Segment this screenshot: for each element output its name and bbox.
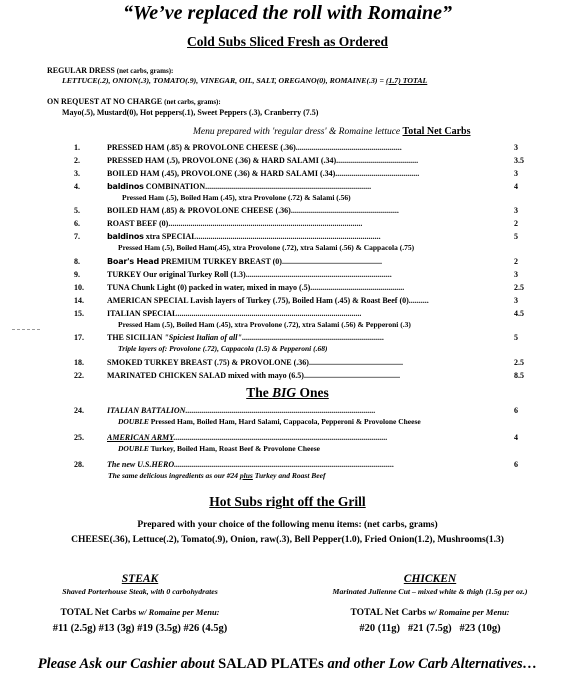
regular-dress-label: REGULAR DRESS <box>47 66 115 75</box>
menu-item-name: THE SICILIAN "Spiciest Italian of all"....................................................................... <box>107 333 384 342</box>
menu-item-carbs: 2 <box>514 257 518 266</box>
menu-item-carbs: 8.5 <box>514 371 524 380</box>
menu-item-carbs: 2.5 <box>514 283 524 292</box>
on-request-label: ON REQUEST AT NO CHARGE <box>47 97 163 106</box>
menu-item-name: MARINATED CHICKEN SALAD mixed with mayo (6.5)................................................ <box>107 371 400 380</box>
menu-item-number: 24. <box>74 406 84 415</box>
menu-item-carbs: 3 <box>514 169 518 178</box>
menu-item-number: 7. <box>74 232 80 241</box>
on-request-items: Mayo(.5), Mustard(0), Hot peppers(.1), Sweet Peppers (.3), Cranberry (7.5) <box>62 108 319 117</box>
menu-item-carbs: 3 <box>514 143 518 152</box>
menu-item-carbs: 4 <box>514 433 518 442</box>
steak-title: STEAK <box>121 573 159 585</box>
menu-item-name: ROAST BEEF (0)................................................................................................. <box>107 219 363 228</box>
menu-item-number: 2. <box>74 156 80 165</box>
menu-item-3 <box>74 168 524 179</box>
menu-item-6 <box>74 218 524 229</box>
regular-dress-label-line <box>47 66 173 75</box>
menu-note <box>193 126 470 137</box>
boars-head-logo: Boar's Head <box>107 257 159 266</box>
menu-item-1 <box>74 142 524 153</box>
menu-item-9 <box>74 269 524 280</box>
menu-item-carbs: 3 <box>514 270 518 279</box>
menu-item-carbs: 5 <box>514 333 518 342</box>
menu-item-number: 25. <box>74 433 84 442</box>
menu-item-28 <box>74 459 524 470</box>
menu-item-8 <box>74 256 524 267</box>
menu-item-number: 6. <box>74 219 80 228</box>
regular-dress-unit: (net carbs, grams): <box>116 67 174 75</box>
menu-item-28-detail: The same delicious ingredients as our #24 plus Turkey and Roast Beef <box>108 471 326 480</box>
total-net-carbs-header: Total Net Carbs <box>402 126 471 137</box>
regular-dress-items: LETTUCE(.2), ONION(.3), TOMATO(.9), VINEGAR, OIL, SALT, OREGANO(0), ROMAINE(.3) = <box>62 76 384 85</box>
menu-item-number: 10. <box>74 283 84 292</box>
chicken-total-note: w/ Romaine per Menu: <box>428 607 510 617</box>
chicken-total-line <box>310 607 550 618</box>
steak-desc: Shaved Porterhouse Steak, with 0 carbohydrates <box>62 587 218 596</box>
regular-dress-items-line <box>62 76 427 85</box>
menu-item-name: PRESSED HAM (.85) & PROVOLONE CHEESE (.36)..................................................... <box>107 143 402 152</box>
cold-subs-heading: Cold Subs Sliced Fresh as Ordered <box>187 34 388 49</box>
menu-item-carbs: 3 <box>514 206 518 215</box>
menu-item-number: 4. <box>74 182 80 191</box>
menu-item-10 <box>74 282 524 293</box>
menu-item-carbs: 3 <box>514 296 518 305</box>
menu-item-7 <box>74 231 524 242</box>
big-ones-heading: The BIG Ones <box>246 385 329 400</box>
menu-item-carbs: 6 <box>514 406 518 415</box>
menu-item-24 <box>74 405 524 416</box>
menu-item-name: SMOKED TURKEY BREAST (.75) & PROVOLONE (.36)............................................... <box>107 358 403 367</box>
menu-item-22 <box>74 370 524 381</box>
menu-item-number: 28. <box>74 460 84 469</box>
menu-item-carbs: 2 <box>514 219 518 228</box>
menu-item-name: The new U.S.HERO.............................................................................................................. <box>107 460 395 469</box>
menu-item-name: TURKEY Our original Turkey Roll (1.3)......................................................................... <box>107 270 392 279</box>
menu-item-5 <box>74 205 524 216</box>
steak-total-line <box>20 607 260 618</box>
menu-item-name: BOILED HAM (.85) & PROVOLONE CHEESE (.36)...................................................... <box>107 206 399 215</box>
menu-item-14 <box>74 295 524 306</box>
steak-values: #11 (2.5g) #13 (3g) #19 (3.5g) #26 (4.5g) <box>52 623 228 634</box>
on-request-unit: (net carbs, grams): <box>164 98 221 106</box>
menu-item-name: AMERICAN ARMY........................................................................................................... <box>107 433 388 442</box>
menu-item-7-detail: Pressed Ham (.5), Boiled Ham(.45), xtra Provolone (.72), xtra Salami (.56) & Cappacola (.75) <box>118 243 415 252</box>
menu-item-carbs: 6 <box>514 460 518 469</box>
footer-note: Please Ask our Cashier about SALAD PLATEs and other Low Carb Alternatives… <box>37 656 538 672</box>
menu-item-carbs: 4.5 <box>514 309 524 318</box>
menu-item-number: 9. <box>74 270 80 279</box>
menu-item-name: Boar's Head PREMIUM TURKEY BREAST (0).................................................. <box>107 257 382 266</box>
menu-item-number: 14. <box>74 296 84 305</box>
menu-item-number: 3. <box>74 169 80 178</box>
steak-total-label: TOTAL Net Carbs <box>60 608 137 618</box>
chicken-total-label: TOTAL Net Carbs <box>350 608 427 618</box>
chicken-values: #20 (11g) #21 (7.5g) #23 (10g) <box>359 623 501 634</box>
menu-item-number: 1. <box>74 143 80 152</box>
menu-item-name: ITALIAN BATTALION............................................................................................... <box>107 406 376 415</box>
menu-item-number: 15. <box>74 309 84 318</box>
menu-item-name: AMERICAN SPECIAL Lavish layers of Turkey (.75), Boiled Ham (.45) & Roast Beef (0).......... <box>107 296 429 305</box>
chicken-title: CHICKEN <box>403 573 457 585</box>
menu-item-17 <box>74 332 524 343</box>
hot-subs-intro: Prepared with your choice of the following menu items: (net carbs, grams) <box>137 520 438 530</box>
chicken-desc: Marinated Julienne Cut – mixed white & thigh (1.5g per oz.) <box>332 587 528 596</box>
menu-item-name: ITALIAN SPECIAL............................................................................................ <box>107 309 362 318</box>
menu-item-carbs: 2.5 <box>514 358 524 367</box>
menu-item-25-detail: DOUBLE Turkey, Boiled Ham, Roast Beef & Provolone Cheese <box>118 444 320 453</box>
page-title: “We’ve replaced the roll with Romaine” <box>122 2 453 24</box>
menu-item-15 <box>74 308 524 319</box>
menu-item-name: TUNA Chunk Light (0) packed in water, mixed in mayo (.5)............................................... <box>107 283 405 292</box>
menu-item-carbs: 3.5 <box>514 156 524 165</box>
menu-item-name: PRESSED HAM (.5), PROVOLONE (.36) & HARD SALAMI (.34)......................................... <box>107 156 419 165</box>
menu-item-2 <box>74 155 524 166</box>
menu-item-17-detail: Triple layers of: Provolone (.72), Cappacola (1.5) & Pepperoni (.68) <box>118 344 328 353</box>
menu-item-number: 17. <box>74 333 84 342</box>
menu-item-name: baldinos xtra SPECIAL............................................................................................ <box>107 232 381 241</box>
on-request-label-line <box>47 97 221 106</box>
menu-item-name: BOILED HAM (.45), PROVOLONE (.36) & HARD SALAMI (.34).......................................... <box>107 169 420 178</box>
menu-item-number: 5. <box>74 206 80 215</box>
menu-item-carbs: 5 <box>514 232 518 241</box>
menu-item-name: baldinos COMBINATION................................................................................... <box>107 182 372 191</box>
menu-item-4-detail: Pressed Ham (.5), Boiled Ham (.45), xtra Provolone (.72) & Salami (.56) <box>122 193 351 202</box>
menu-item-number: 18. <box>74 358 84 367</box>
menu-item-18 <box>74 357 524 368</box>
hot-subs-items: CHEESE(.36), Lettuce(.2), Tomato(.9), Onion, raw(.3), Bell Pepper(1.0), Fried Onion(1.2), Mushrooms(1.3) <box>71 535 504 545</box>
menu-item-4 <box>74 181 524 192</box>
margin-mark <box>12 329 40 330</box>
baldinos-logo: baldinos <box>107 232 144 241</box>
menu-item-24-detail: DOUBLE Pressed Ham, Boiled Ham, Hard Salami, Cappacola, Pepperoni & Provolone Cheese <box>118 417 421 426</box>
menu-item-25 <box>74 432 524 443</box>
hot-subs-heading: Hot Subs right off the Grill <box>209 494 366 509</box>
menu-item-15-detail: Pressed Ham (.5), Boiled Ham (.45), xtra Provolone (.72), xtra Salami (.56) & Pepperoni (.3) <box>118 320 411 329</box>
menu-item-number: 8. <box>74 257 80 266</box>
steak-total-note: w/ Romaine per Menu: <box>138 607 220 617</box>
menu-note-text: Menu prepared with 'regular dress' & Romaine lettuce <box>193 127 401 137</box>
menu-item-carbs: 4 <box>514 182 518 191</box>
menu-item-number: 22. <box>74 371 84 380</box>
baldinos-logo: baldinos <box>107 182 144 191</box>
regular-dress-total: (1.7) TOTAL <box>385 76 428 85</box>
